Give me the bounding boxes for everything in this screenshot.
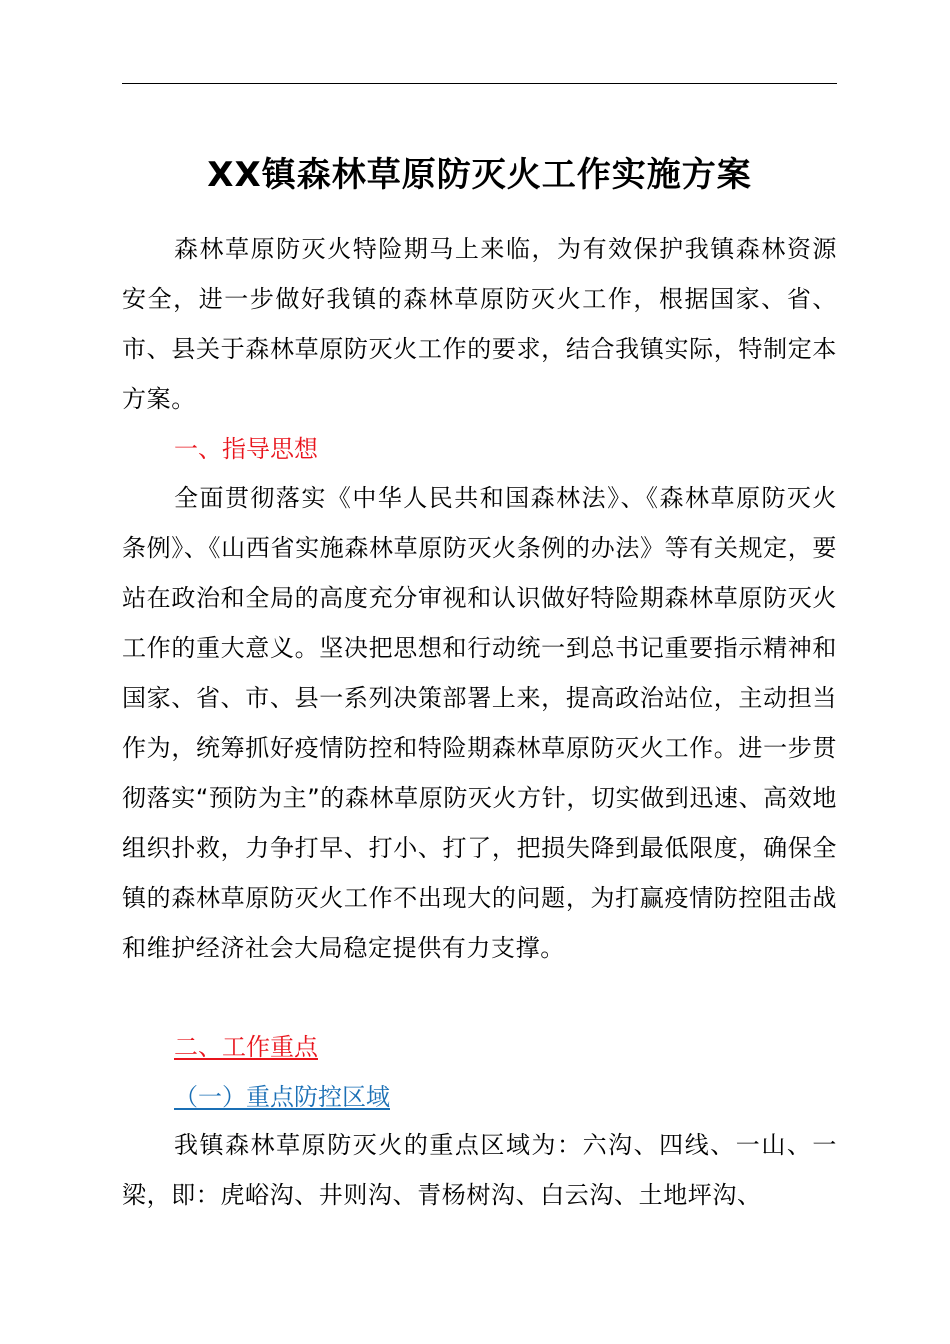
section-heading-guiding-ideology: 一、指导思想 <box>174 435 318 463</box>
header-rule <box>122 83 837 84</box>
section-heading-work-focus: 二、工作重点 <box>174 1033 318 1061</box>
intro-paragraph: 森林草原防灭火特险期马上来临，为有效保护我镇森林资源安全，进一步做好我镇的森林草原防灭火工作，根据国家、省、市、县关于森林草原防灭火工作的要求，结合我镇实际，特制定本方案。 <box>122 235 837 413</box>
document-title: XX镇森林草原防灭火工作实施方案 <box>207 155 752 195</box>
key-areas-paragraph: 我镇森林草原防灭火的重点区域为：六沟、四线、一山、一梁，即：虎峪沟、井则沟、青杨树沟、白云沟、土地坪沟、 <box>122 1131 837 1209</box>
guiding-ideology-paragraph: 全面贯彻落实《中华人民共和国森林法》、《森林草原防灭火条例》、《山西省实施森林草原防灭火条例的办法》等有关规定，要站在政治和全局的高度充分审视和认识做好特险期森林草原防灭火工作的重大意义。坚决把思想和行动统一到总书记重要指示精神和国家、省、市、县一系列决策部署上来，提高政治站位，主动担当作为，统筹抓好疫情防控和特险期森林草原防灭火工作。进一步贯彻落实“预防为主”的森林草原防灭火方针，切实做到迅速、高效地组织扑救，力争打早、打小、打了，把损失降到最低限度，确保全镇的森林草原防灭火工作不出现大的问题，为打赢疫情防控阻击战和维护经济社会大局稳定提供有力支撑。 <box>122 484 837 962</box>
subsection-heading-key-areas: （一）重点防控区域 <box>174 1083 390 1111</box>
